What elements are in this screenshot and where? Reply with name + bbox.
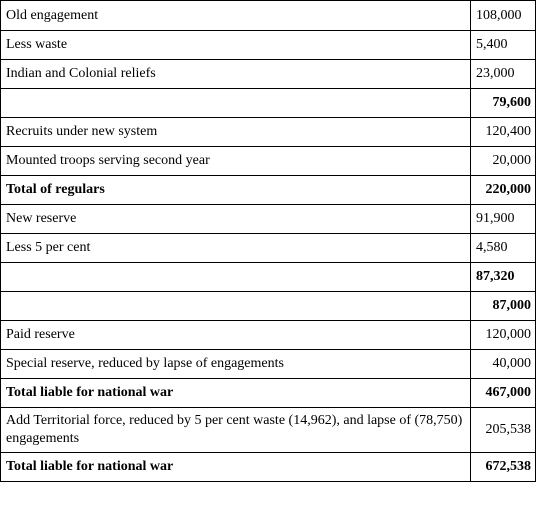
row-label: Mounted troops serving second year <box>1 147 471 176</box>
table-row <box>1 1 536 31</box>
row-label: Recruits under new system <box>1 118 471 147</box>
row-label: New reserve <box>1 205 471 234</box>
row-label: Total liable for national war <box>1 453 471 482</box>
subtotal-row <box>1 89 536 118</box>
row-value: 91,900 <box>471 205 536 234</box>
table-row <box>1 147 536 176</box>
row-label <box>1 263 471 292</box>
table-row <box>1 321 536 350</box>
table-row <box>1 205 536 234</box>
row-label: Less waste <box>1 31 471 60</box>
row-label: Special reserve, reduced by lapse of engagements <box>1 350 471 379</box>
row-value: 23,000 <box>471 60 536 89</box>
table-row <box>1 118 536 147</box>
row-value: 220,000 <box>471 176 536 205</box>
table-row <box>1 408 536 453</box>
row-label: Add Territorial force, reduced by 5 per cent waste (14,962), and lapse of (78,750) engagements <box>1 408 471 453</box>
row-value: 4,580 <box>471 234 536 263</box>
row-value: 87,000 <box>471 292 536 321</box>
row-label: Paid reserve <box>1 321 471 350</box>
subtotal-row <box>1 263 536 292</box>
table-row <box>1 350 536 379</box>
row-label: Indian and Colonial reliefs <box>1 60 471 89</box>
row-label: Old engagement <box>1 1 471 31</box>
row-value: 672,538 <box>471 453 536 482</box>
total-row <box>1 176 536 205</box>
table-row <box>1 60 536 89</box>
row-label: Total liable for national war <box>1 379 471 408</box>
row-label: Less 5 per cent <box>1 234 471 263</box>
row-label <box>1 89 471 118</box>
row-value: 108,000 <box>471 1 536 31</box>
row-label: Total of regulars <box>1 176 471 205</box>
row-value: 205,538 <box>471 408 536 453</box>
row-value: 467,000 <box>471 379 536 408</box>
row-value: 120,000 <box>471 321 536 350</box>
grand-total-row <box>1 453 536 482</box>
row-value: 87,320 <box>471 263 536 292</box>
table-row <box>1 31 536 60</box>
row-value: 20,000 <box>471 147 536 176</box>
row-value: 120,400 <box>471 118 536 147</box>
table-row <box>1 234 536 263</box>
row-label <box>1 292 471 321</box>
row-value: 5,400 <box>471 31 536 60</box>
total-row <box>1 379 536 408</box>
row-value: 40,000 <box>471 350 536 379</box>
row-value: 79,600 <box>471 89 536 118</box>
subtotal-row <box>1 292 536 321</box>
